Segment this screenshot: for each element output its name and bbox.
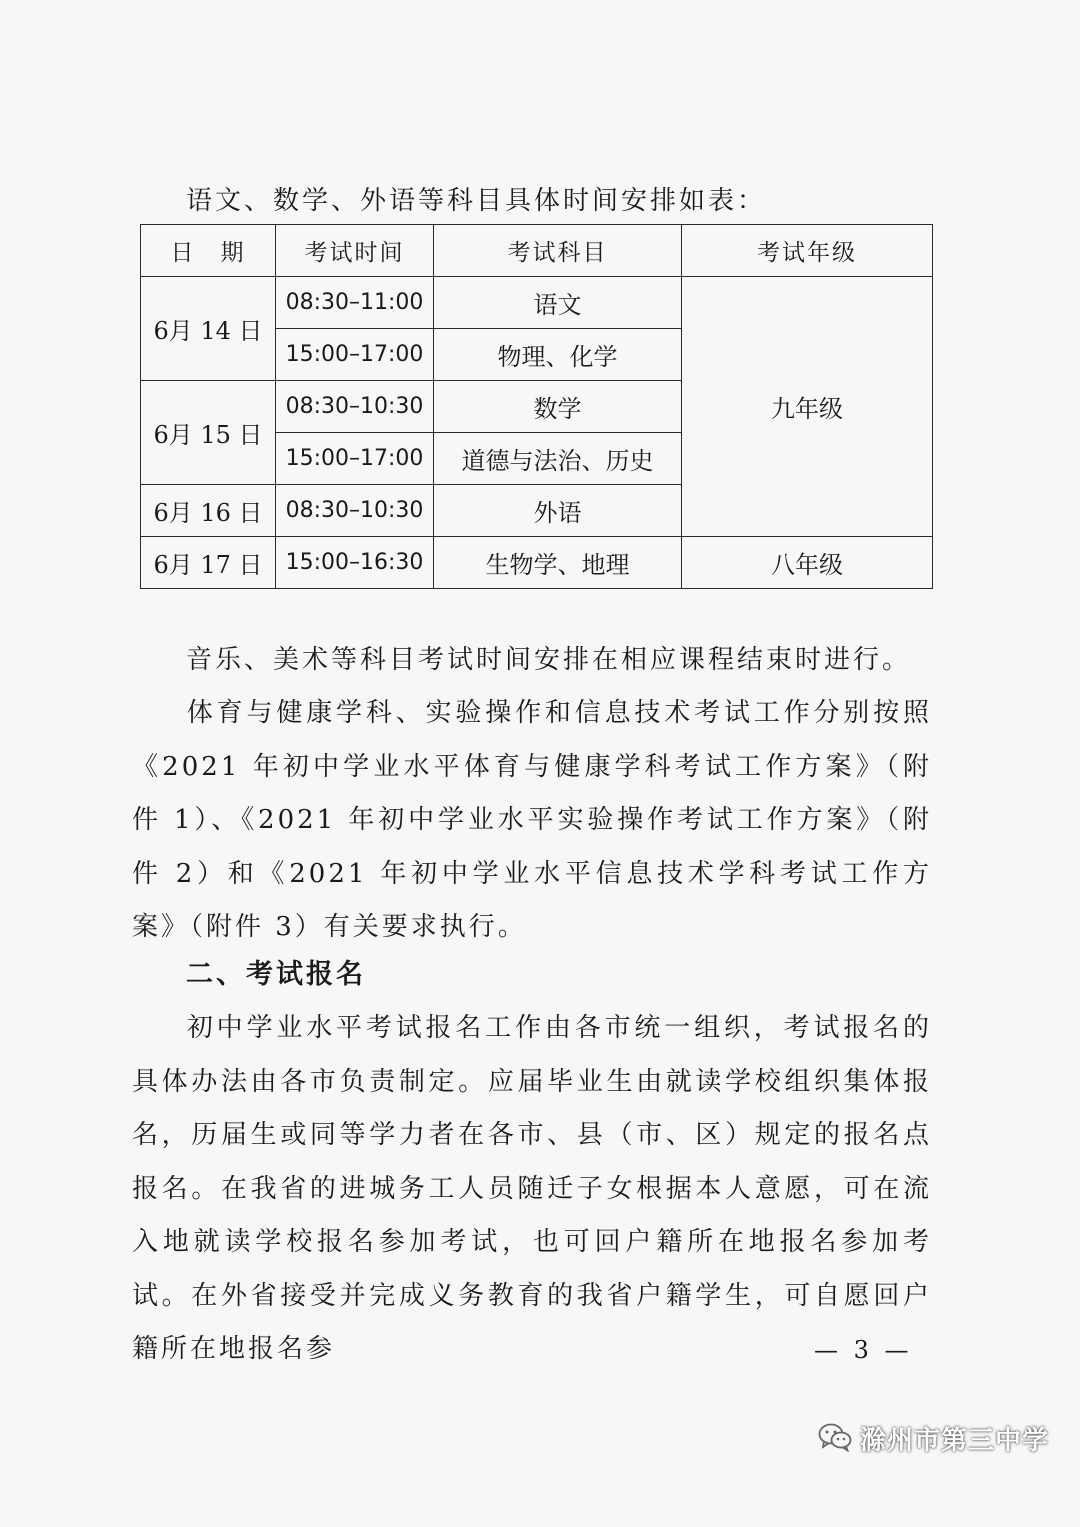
table-row	[141, 277, 933, 329]
header-time: 考试时间	[276, 225, 434, 277]
paragraph-text: 初中学业水平考试报名工作由各市统一组织，考试报名的具体办法由各市负责制定。应届毕业生由就读学校组织集体报名，历届生或同等学力者在各市、县（市、区）规定的报名点报名。在我省的进城务工人员随迁子女根据本人意愿，可在流入地就读学校报名参加考试，也可回户籍所在地报名参加考试。在外省接受并完成义务教育的我省户籍学生，可自愿回户籍所在地报名参	[132, 1013, 932, 1364]
paragraph-pe-exams	[132, 687, 932, 955]
header-grade: 考试年级	[682, 225, 933, 277]
wechat-icon	[818, 1422, 852, 1456]
subject-cell: 外语	[434, 485, 682, 537]
time-cell: 15:00–17:00	[276, 433, 434, 485]
time-cell: 15:00–17:00	[276, 329, 434, 381]
subject-cell: 物理、化学	[434, 329, 682, 381]
watermark-text: 滁州市第三中学	[860, 1426, 1050, 1456]
grade-cell: 九年级	[682, 277, 933, 537]
paragraph-registration	[132, 1002, 932, 1377]
time-cell: 15:00–16:30	[276, 537, 434, 589]
header-subject: 考试科目	[434, 225, 682, 277]
grade-cell: 八年级	[682, 537, 933, 589]
date-cell: 6月 17 日	[141, 537, 276, 589]
date-cell: 6月 15 日	[141, 381, 276, 485]
date-cell: 6月 14 日	[141, 277, 276, 381]
date-cell: 6月 16 日	[141, 485, 276, 537]
paragraph-text: 音乐、美术等科目考试时间安排在相应课程结束时进行。	[186, 645, 912, 675]
subject-cell: 道德与法治、历史	[434, 433, 682, 485]
intro-text: 语文、数学、外语等科目具体时间安排如表：	[186, 186, 767, 216]
time-cell: 08:30–11:00	[276, 277, 434, 329]
subject-cell: 数学	[434, 381, 682, 433]
time-cell: 08:30–10:30	[276, 381, 434, 433]
paragraph-text: 体育与健康学科、实验操作和信息技术考试工作分别按照《2021 年初中学业水平体育与健康学科考试工作方案》（附件 1）、《2021 年初中学业水平实验操作考试工作方案》（附件 2）和《2021 年初中学业水平信息技术学科考试工作方案》（附件 3）有关要求执行。	[132, 698, 932, 942]
subject-cell: 生物学、地理	[434, 537, 682, 589]
section-heading: 二、考试报名	[186, 959, 366, 990]
exam-schedule-table	[140, 224, 933, 589]
watermark	[818, 1420, 1049, 1457]
header-date: 日 期	[141, 225, 276, 277]
table-row	[141, 537, 933, 589]
paragraph-arts-exams	[132, 634, 932, 688]
subject-cell: 语文	[434, 277, 682, 329]
page-number: — 3 —	[814, 1336, 913, 1364]
time-cell: 08:30–10:30	[276, 485, 434, 537]
table-header-row	[141, 225, 933, 277]
